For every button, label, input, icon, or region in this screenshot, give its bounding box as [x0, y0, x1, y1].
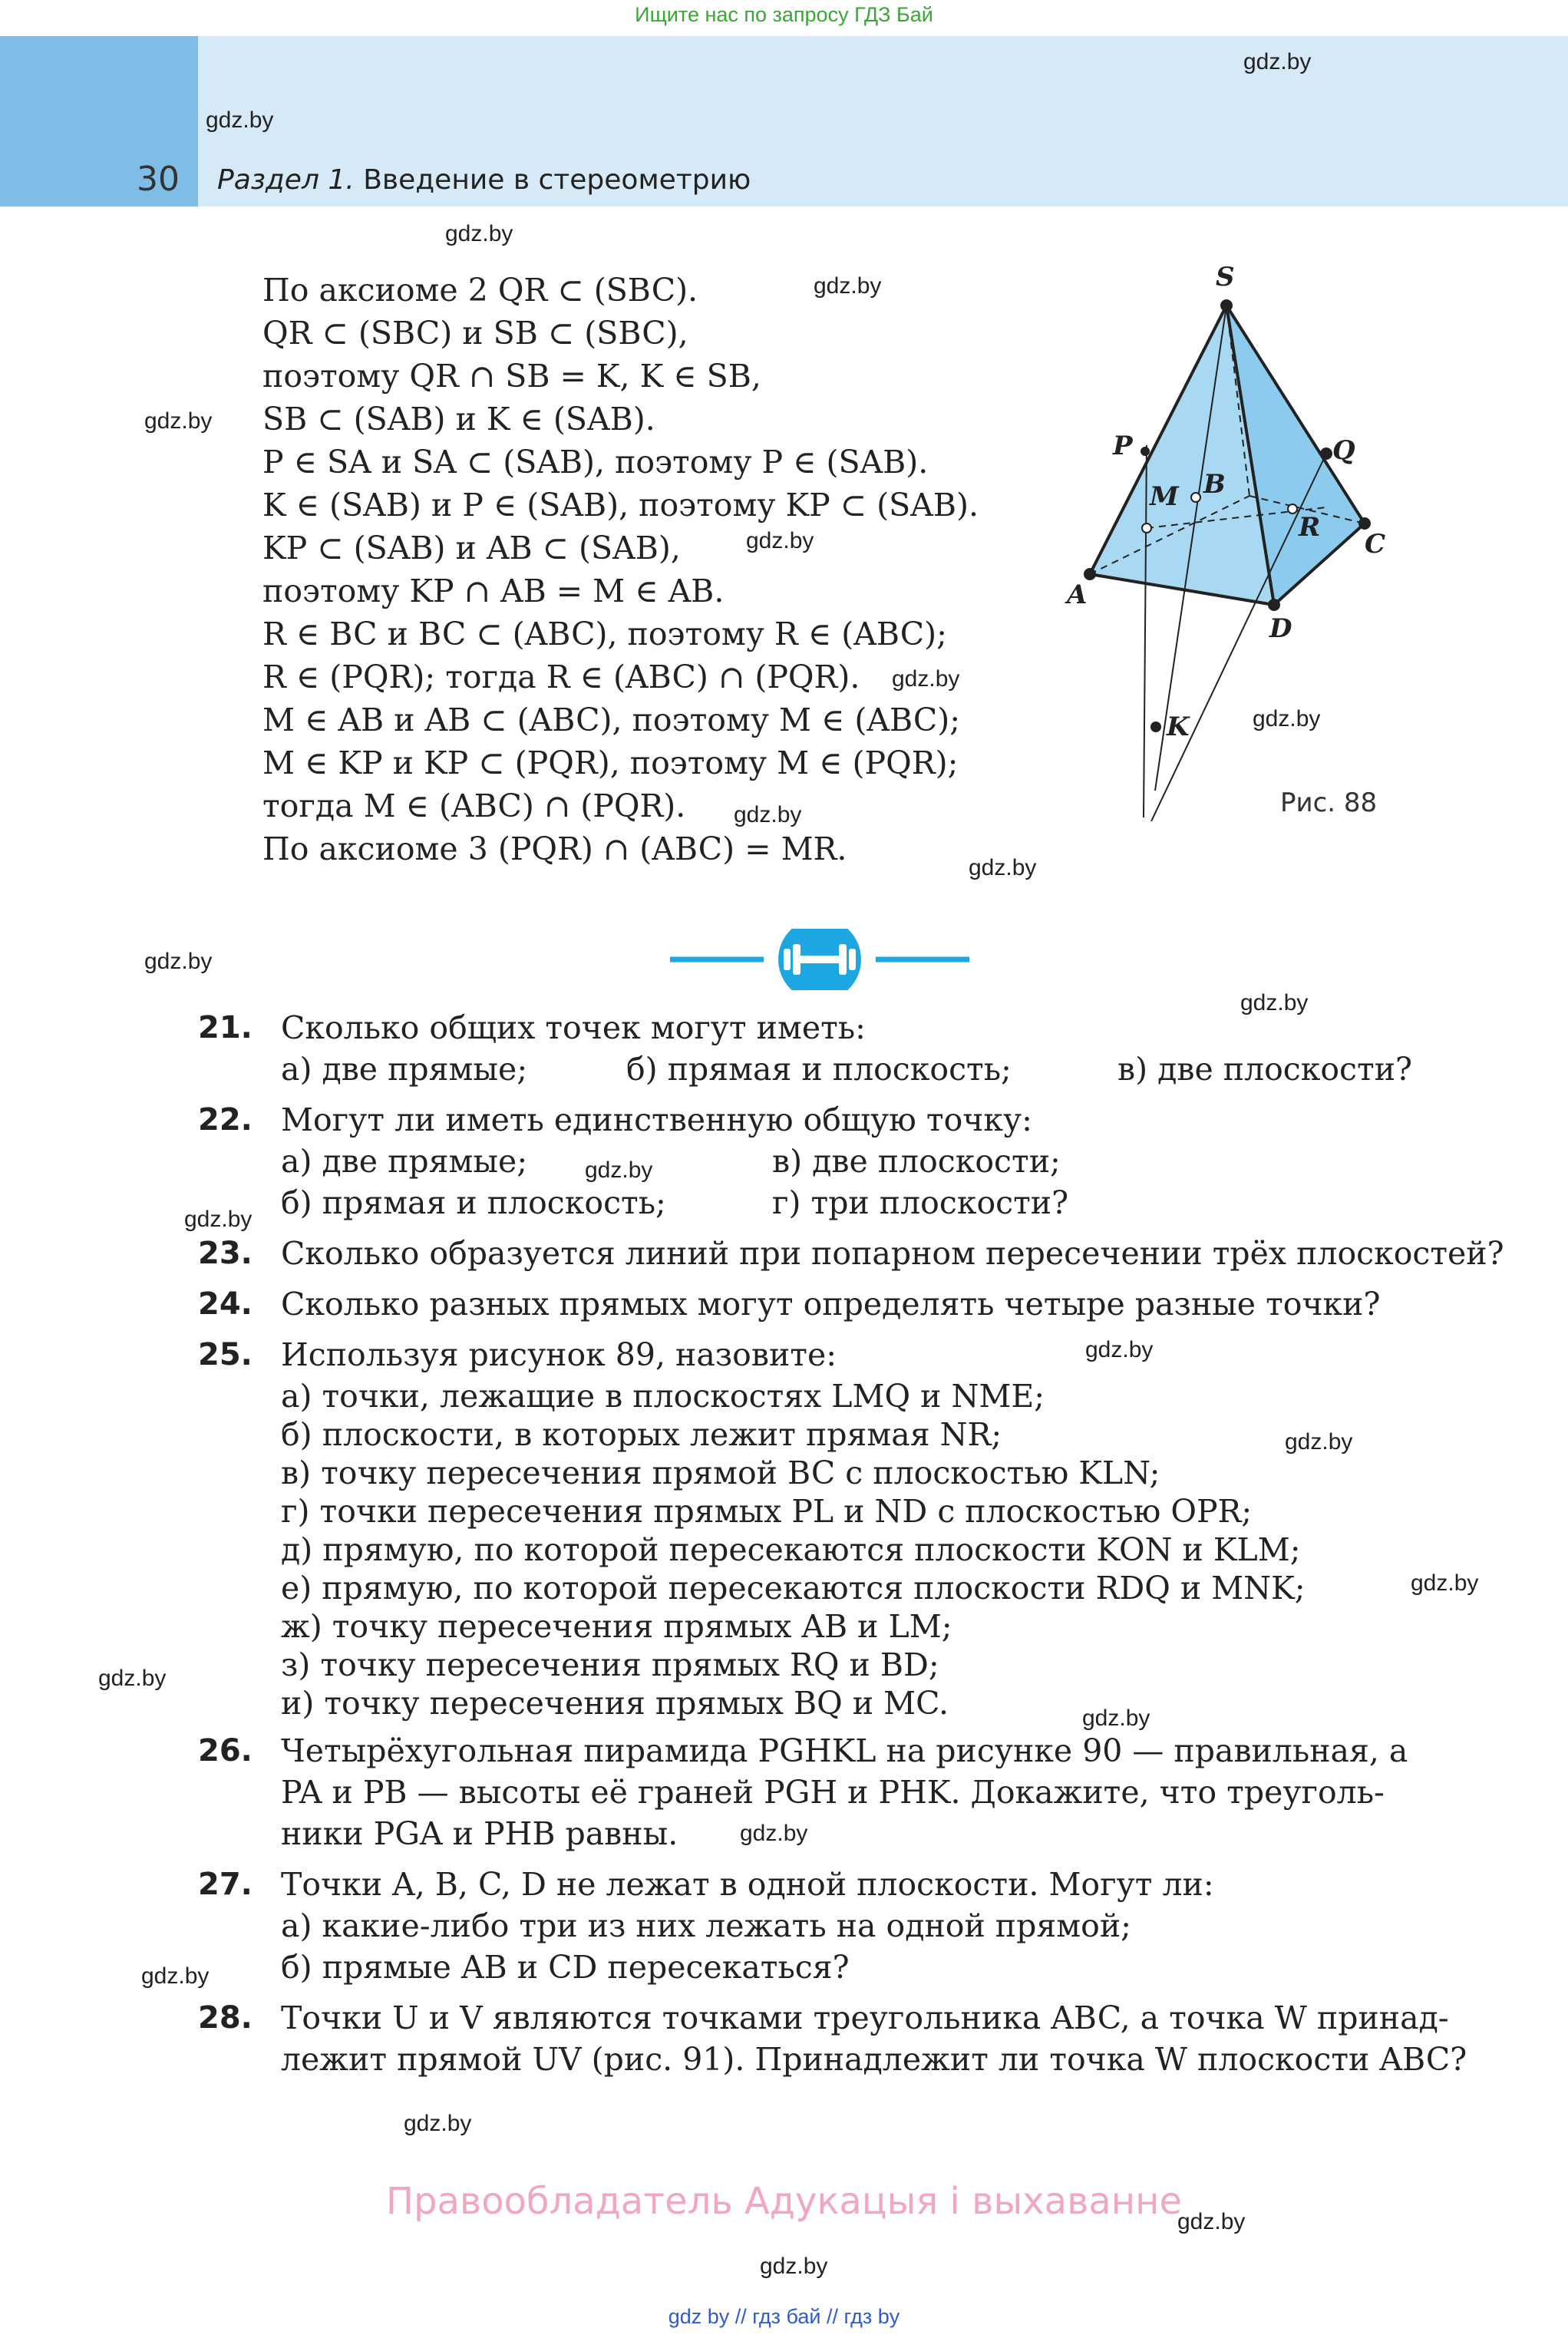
- problem-25: [198, 1334, 1457, 1721]
- problem-number: 23.: [198, 1236, 253, 1271]
- problem-line: Точки U и V являются точками треугольника ABC, а точка W принад-: [281, 2000, 1449, 2036]
- watermark: gdz.by: [1253, 706, 1321, 731]
- watermark: gdz.by: [814, 273, 882, 299]
- watermark: gdz.by: [740, 1821, 808, 1846]
- problem-number: 28.: [198, 2000, 253, 2036]
- watermark: gdz.by: [184, 1207, 253, 1232]
- proof-line: SB ⊂ (SAB) и K ∈ (SAB).: [262, 401, 655, 438]
- figure-caption: Рис. 88: [1280, 788, 1378, 818]
- watermark: gdz.by: [98, 1666, 167, 1691]
- watermark: gdz.by: [206, 107, 274, 133]
- watermark: gdz.by: [144, 949, 213, 974]
- problem-number: 27.: [198, 1867, 253, 1902]
- label-m: M: [1150, 481, 1179, 512]
- problem-line: ники PGA и PHB равны.: [281, 1815, 678, 1852]
- proof-line: тогда M ∈ (ABC) ∩ (PQR).: [262, 788, 686, 824]
- watermark: gdz.by: [734, 802, 802, 827]
- problem-option: а) точки, лежащие в плоскостях LMQ и NME;: [281, 1378, 1045, 1415]
- problem-option: г) три плоскости?: [772, 1184, 1069, 1221]
- problem-option: е) прямую, по которой пересекаются плоскости RDQ и MNK;: [281, 1570, 1306, 1607]
- watermark: gdz.by: [746, 528, 814, 553]
- problem-option: в) точку пересечения прямой BC с плоскостью KLN;: [281, 1455, 1160, 1491]
- watermark: gdz.by: [760, 2254, 828, 2279]
- problem-23: [198, 1233, 1504, 1274]
- label-a: A: [1067, 580, 1088, 610]
- problem-28: [198, 1997, 1467, 2080]
- problem-text: Сколько общих точек могут иметь:: [281, 1009, 866, 1046]
- watermark: gdz.by: [1243, 49, 1312, 74]
- problem-number: 21.: [198, 1010, 253, 1045]
- pyramid-figure: [1059, 253, 1428, 821]
- problem-text: Сколько разных прямых могут определять четыре разные точки?: [281, 1286, 1381, 1323]
- problem-option: б) плоскости, в которых лежит прямая NR;: [281, 1416, 1002, 1453]
- problem-21: [198, 1007, 1457, 1090]
- problem-option: ж) точку пересечения прямых AB и LM;: [281, 1608, 952, 1645]
- label-q: Q: [1332, 435, 1355, 466]
- proof-line: K ∈ (SAB) и P ∈ (SAB), поэтому KP ⊂ (SAB).: [262, 487, 979, 523]
- problem-22: [198, 1099, 1457, 1223]
- problem-option: б) прямая и плоскость;: [626, 1051, 1012, 1088]
- problem-option: б) прямые AB и CD пересекаться?: [281, 1949, 850, 1986]
- problem-number: 24.: [198, 1286, 253, 1322]
- problem-number: 22.: [198, 1102, 253, 1138]
- section-name: Введение в стереометрию: [363, 164, 751, 196]
- problem-list: [198, 1007, 1504, 2089]
- watermark: gdz.by: [969, 855, 1037, 880]
- label-s: S: [1216, 262, 1235, 292]
- proof-line: R ∈ BC и BC ⊂ (ABC), поэтому R ∈ (ABC);: [262, 616, 947, 652]
- proof-line: R ∈ (PQR); тогда R ∈ (ABC) ∩ (PQR).: [262, 659, 860, 695]
- problem-option: з) точку пересечения прямых RQ и BD;: [281, 1646, 939, 1683]
- proof-line: поэтому KP ∩ AB = M ∈ AB.: [262, 573, 725, 609]
- problem-option: а) какие-либо три из них лежать на одной прямой;: [281, 1907, 1131, 1944]
- label-k: K: [1167, 712, 1190, 742]
- problem-option: а) две прямые;: [281, 1143, 528, 1180]
- watermark: gdz.by: [445, 221, 513, 246]
- watermark: gdz.by: [1285, 1429, 1353, 1455]
- proof-line: M ∈ AB и AB ⊂ (ABC), поэтому M ∈ (ABC);: [262, 702, 961, 738]
- bottom-note: gdz by // гдз бай // гдз by: [668, 2305, 900, 2328]
- section-label: Раздел 1.: [217, 164, 355, 196]
- problem-text: Используя рисунок 89, назовите:: [281, 1336, 837, 1373]
- problem-option: в) две плоскости?: [1117, 1051, 1413, 1088]
- problem-line: Четырёхугольная пирамида PGHKL на рисунке 90 — правильная, а: [281, 1732, 1408, 1769]
- problem-24: [198, 1283, 1457, 1325]
- proof-text: [262, 269, 979, 870]
- problem-27: [198, 1864, 1457, 1988]
- proof-line: M ∈ KP и KP ⊂ (PQR), поэтому M ∈ (PQR);: [262, 745, 959, 781]
- watermark: gdz.by: [144, 408, 213, 434]
- label-c: C: [1365, 529, 1386, 560]
- watermark: gdz.by: [1082, 1706, 1150, 1731]
- watermark: gdz.by: [585, 1157, 653, 1183]
- watermark: gdz.by: [141, 1963, 210, 1989]
- proof-line: По аксиоме 2 QR ⊂ (SBC).: [262, 272, 698, 309]
- proof-line: P ∈ SA и SA ⊂ (SAB), поэтому P ∈ (SAB).: [262, 444, 929, 480]
- watermark: gdz.by: [1177, 2209, 1246, 2234]
- problem-number: 26.: [198, 1733, 253, 1768]
- label-d: D: [1269, 613, 1292, 644]
- page-number: 30: [137, 160, 180, 199]
- problem-text: Могут ли иметь единственную общую точку:: [281, 1101, 1032, 1138]
- dumbbell-icon: [778, 929, 861, 990]
- watermark: gdz.by: [1411, 1570, 1479, 1596]
- problem-number: 25.: [198, 1337, 253, 1372]
- watermark: gdz.by: [1085, 1337, 1154, 1362]
- label-r: R: [1299, 512, 1321, 543]
- section-title: [217, 164, 751, 196]
- problem-line: лежит прямой UV (рис. 91). Принадлежит ли точка W плоскости ABC?: [281, 2041, 1467, 2078]
- copyright-notice: Правообладатель Адукацыя і выхаванне: [385, 2180, 1183, 2223]
- problem-option: а) две прямые;: [281, 1051, 528, 1088]
- proof-line: поэтому QR ∩ SB = K, K ∈ SB,: [262, 358, 761, 395]
- problem-text: Точки A, B, C, D не лежат в одной плоскости. Могут ли:: [281, 1866, 1214, 1903]
- proof-line: KP ⊂ (SAB) и AB ⊂ (SAB),: [262, 530, 681, 566]
- proof-line: По аксиоме 3 (PQR) ∩ (ABC) = MR.: [262, 831, 847, 867]
- top-banner-note: Ищите нас по запросу ГДЗ Бай: [635, 3, 933, 26]
- exercise-divider: [670, 929, 969, 990]
- label-p: P: [1113, 431, 1133, 461]
- problem-option: г) точки пересечения прямых PL и ND с плоскостью OPR;: [281, 1493, 1253, 1530]
- problem-option: в) две плоскости;: [772, 1143, 1061, 1180]
- label-b: B: [1203, 469, 1226, 500]
- proof-line: QR ⊂ (SBC) и SB ⊂ (SBC),: [262, 315, 688, 352]
- watermark: gdz.by: [404, 2111, 472, 2136]
- problem-line: PA и PB — высоты её граней PGH и PHK. Докажите, что треуголь-: [281, 1774, 1385, 1811]
- problem-text: Сколько образуется линий при попарном пересечении трёх плоскостей?: [281, 1235, 1504, 1272]
- problem-26: [198, 1730, 1457, 1854]
- problem-option: и) точку пересечения прямых BQ и MC.: [281, 1685, 949, 1722]
- watermark: gdz.by: [1240, 990, 1309, 1015]
- watermark: gdz.by: [892, 666, 960, 692]
- problem-option: д) прямую, по которой пересекаются плоскости KON и KLM;: [281, 1531, 1301, 1568]
- problem-option: б) прямая и плоскость;: [281, 1184, 666, 1221]
